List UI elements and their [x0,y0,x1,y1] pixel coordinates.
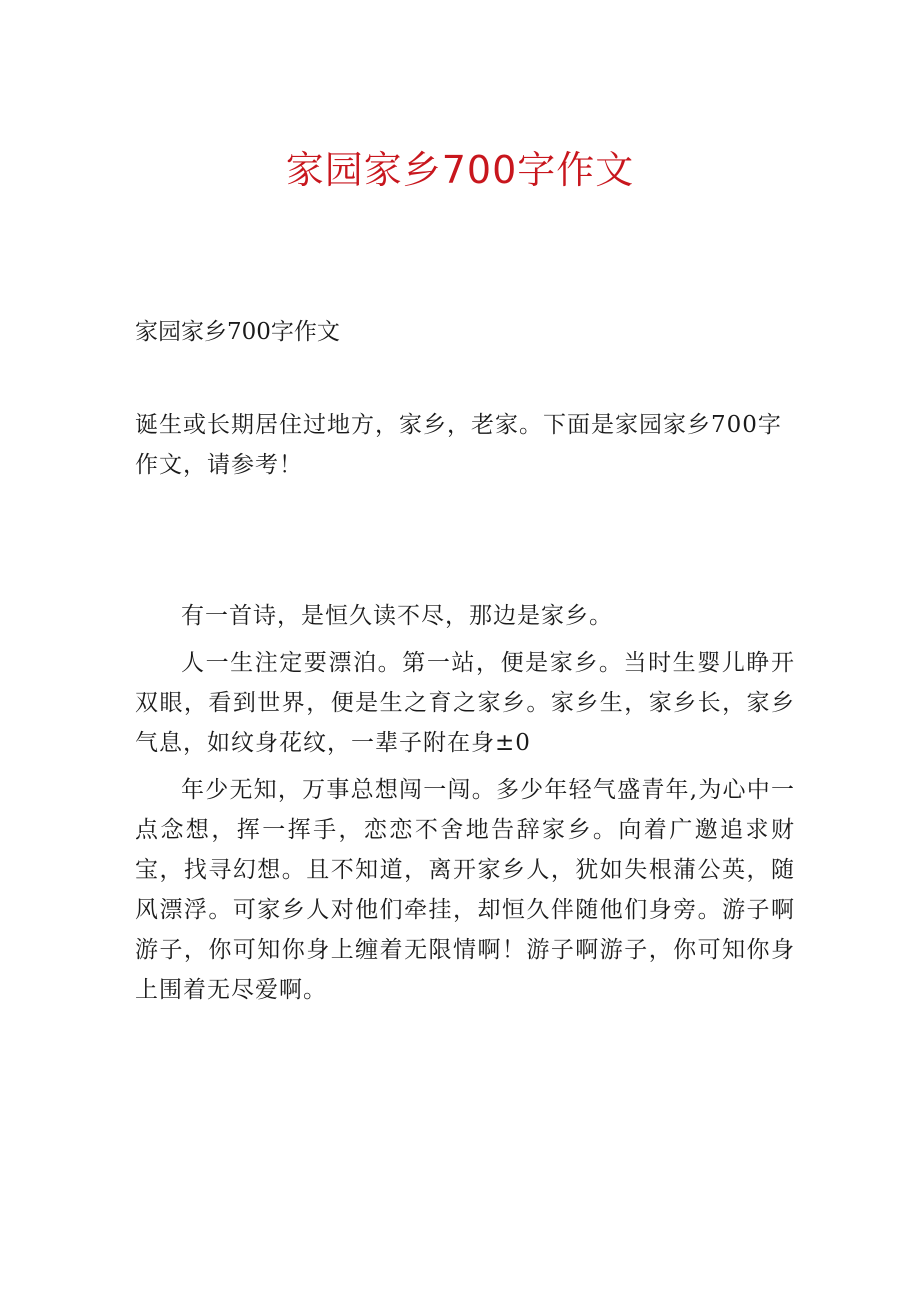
document-title: 家园家乡700字作文 [285,148,635,192]
essay-body [135,596,795,1017]
essay-paragraph-1: 有一首诗，是恒久读不尽，那边是家乡。 [181,603,613,629]
intro-paragraph: 诞生或长期居住过地方，家乡，老家。下面是家园家乡700字作文，请参考！ [135,412,782,478]
essay-paragraph-3: 年少无知，万事总想闯一闯。多少年轻气盛青年,为心中一点念想，挥一挥手，恋恋不舍地告辞家乡。向着广邀追求财宝，找寻幻想。且不知道，离开家乡人，犹如失根蒲公英，随风漂浮。可家乡人对他们牵挂，却恒久伴随他们身旁。游子啊游子，你可知你身上缠着无限情啊！游子啊游子，你可知你身上围着无尽爱啊。 [135,777,795,1003]
essay-paragraph-2: 人一生注定要漂泊。第一站，便是家乡。当时生婴儿睁开双眼，看到世界，便是生之育之家乡。家乡生，家乡长，家乡气息，如纹身花纹，一辈子附在身±0 [135,650,795,756]
document-subtitle: 家园家乡700字作文 [135,319,340,345]
